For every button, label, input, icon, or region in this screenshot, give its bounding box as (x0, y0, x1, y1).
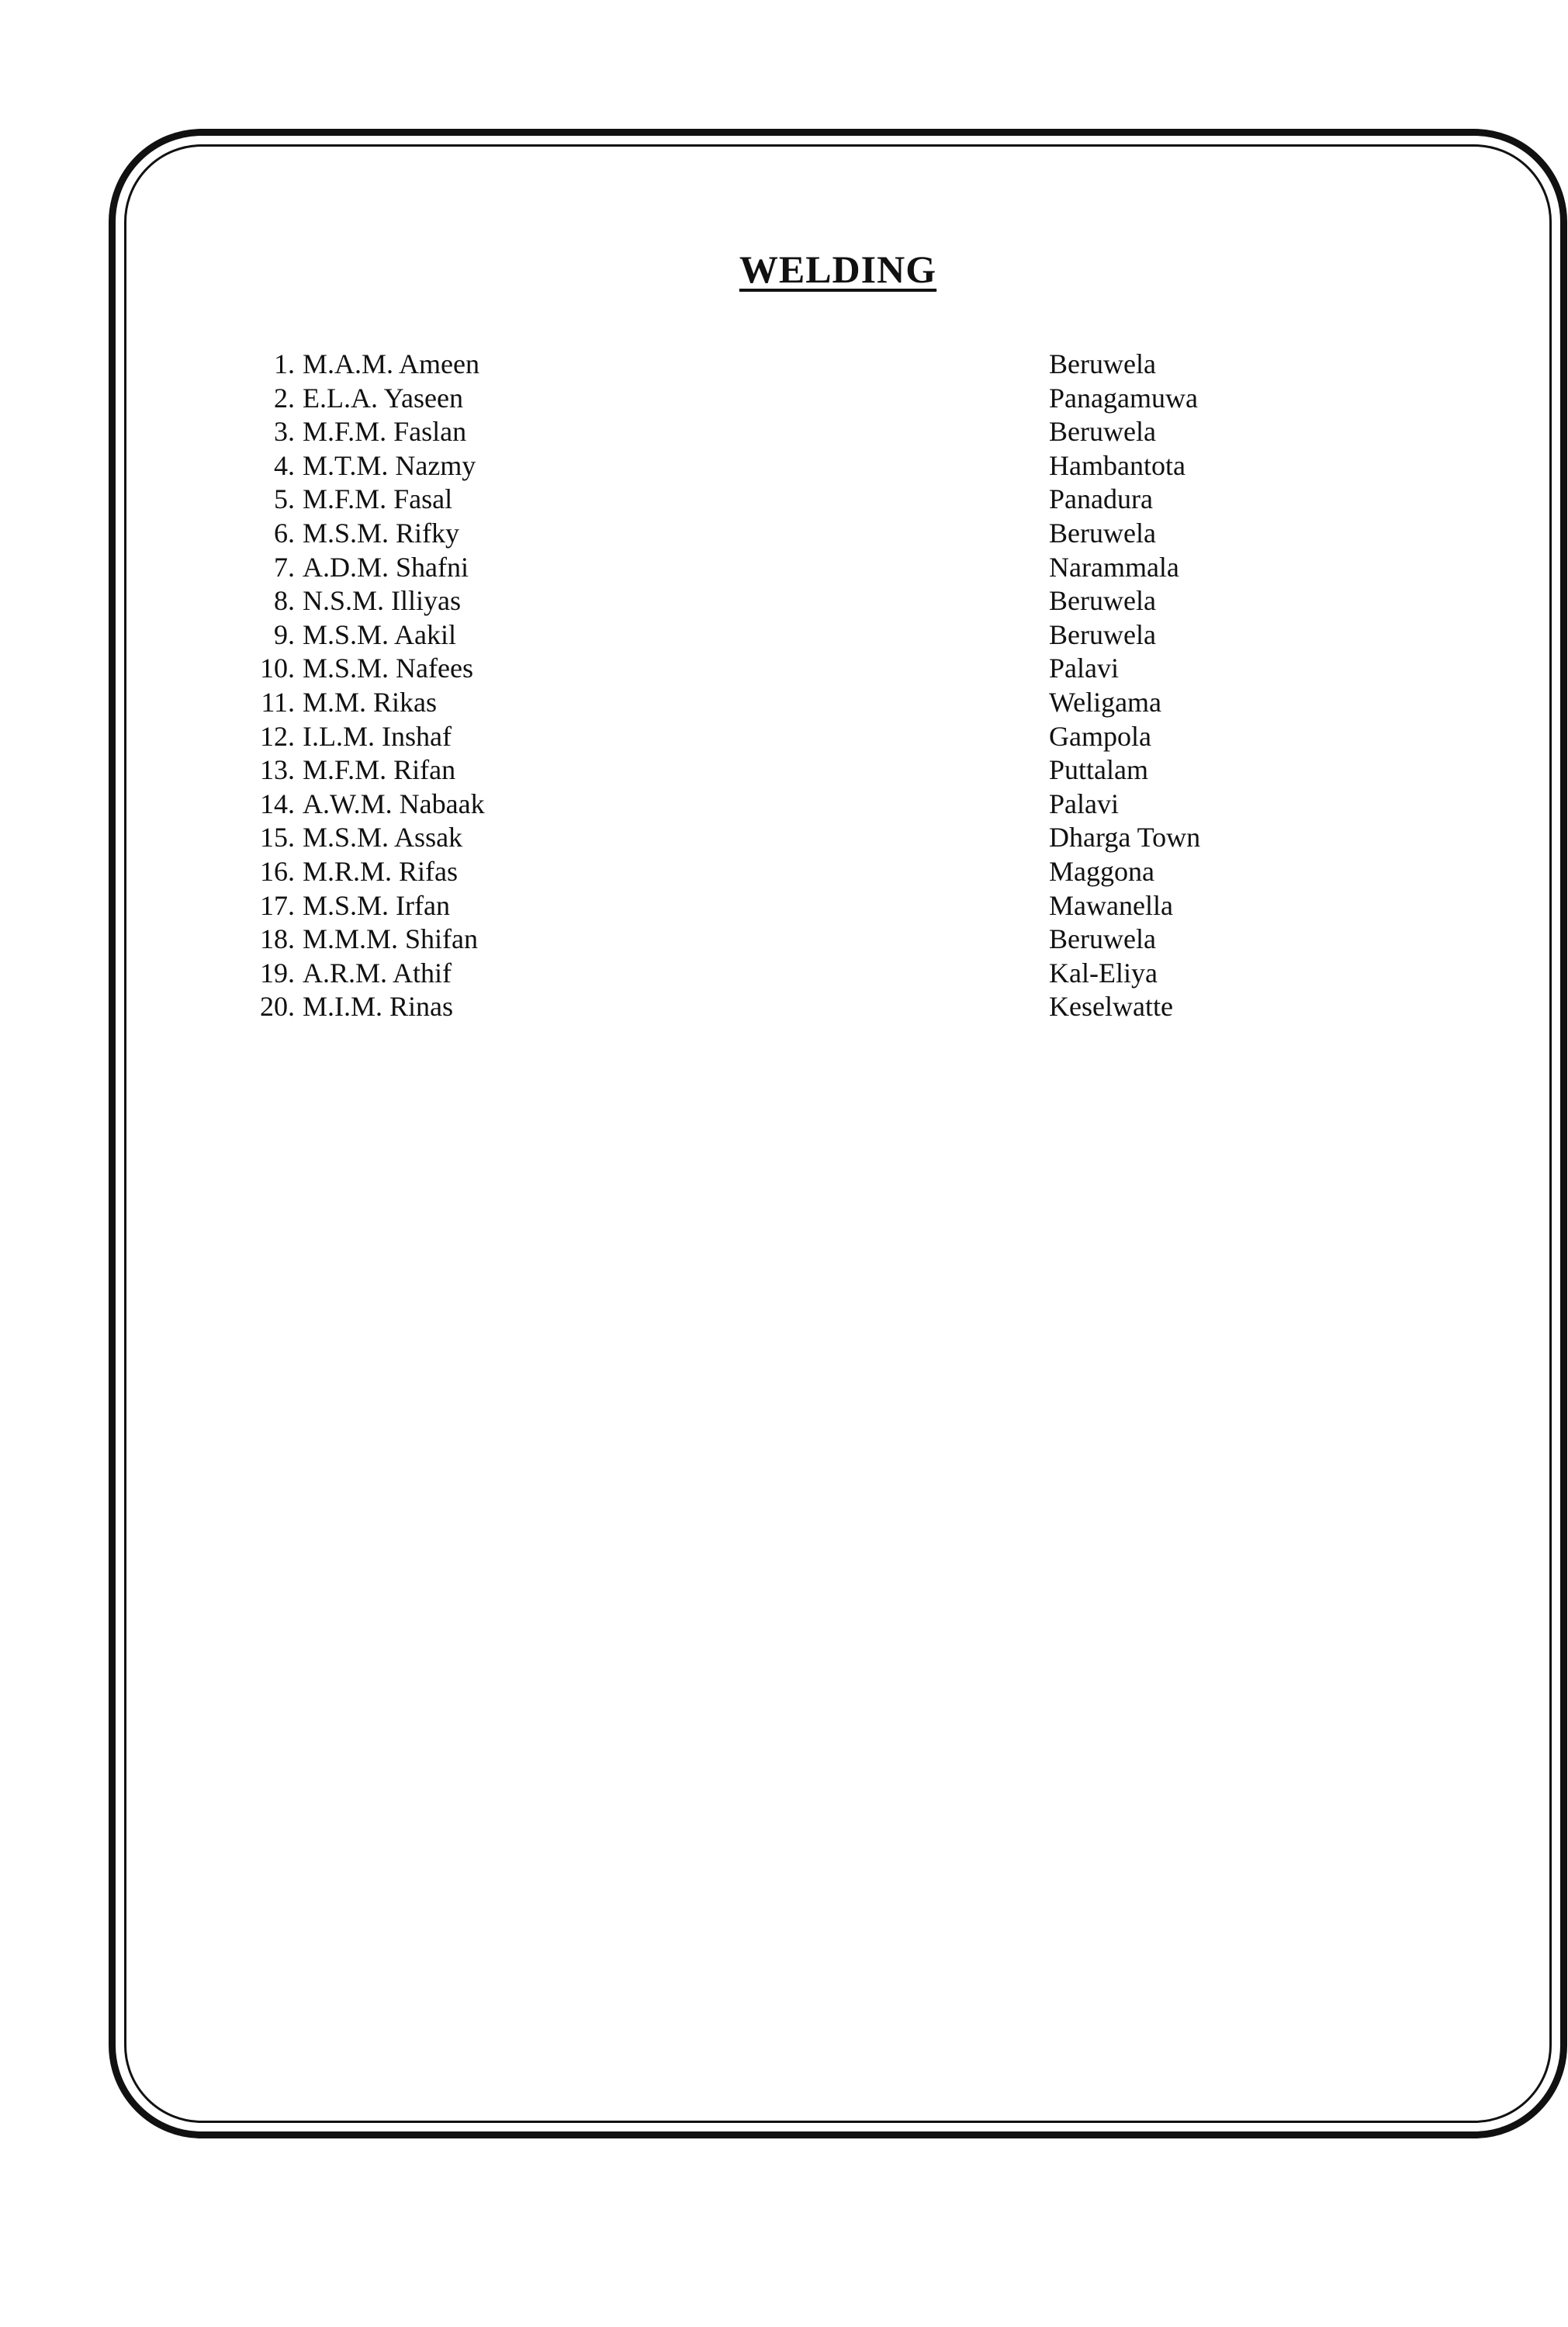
entry-name: E.L.A. Yaseen (303, 382, 463, 414)
entry-number: 12. (260, 720, 295, 752)
entry-name: M.F.M. Fasal (303, 483, 453, 515)
entry-number: 10. (260, 653, 295, 684)
page-title: WELDING (739, 248, 937, 291)
entry-name: M.S.M. Aakil (303, 618, 457, 650)
entry-place: Beruwela (1049, 517, 1156, 549)
entry-number: 6. (274, 517, 295, 549)
entry-name: M.F.M. Rifan (303, 754, 456, 786)
entry-name: M.F.M. Faslan (303, 416, 467, 448)
entry-place: Narammala (1049, 551, 1179, 583)
entry-number: 1. (274, 348, 295, 379)
list-item (233, 957, 1319, 991)
entry-name: M.M. Rikas (303, 686, 438, 718)
entry-name: I.L.M. Inshaf (303, 720, 452, 752)
entry-number: 19. (260, 957, 295, 989)
entry-number: 5. (274, 483, 295, 515)
list-item (233, 517, 1319, 551)
entry-name: M.S.M. Nafees (303, 653, 473, 684)
entry-place: Beruwela (1049, 348, 1156, 379)
entry-number: 9. (274, 618, 295, 650)
list-item (233, 415, 1319, 449)
list-item (233, 348, 1319, 382)
welding-roster-list (233, 348, 1319, 1024)
entry-number: 15. (260, 822, 295, 854)
entry-number: 2. (274, 382, 295, 414)
entry-place: Panadura (1049, 483, 1153, 515)
list-item (233, 990, 1319, 1024)
entry-place: Puttalam (1049, 754, 1148, 786)
list-item (233, 449, 1319, 483)
entry-place: Palavi (1049, 788, 1119, 819)
entry-name: M.R.M. Rifas (303, 855, 459, 887)
list-item (233, 483, 1319, 517)
list-item (233, 923, 1319, 957)
entry-name: M.S.M. Irfan (303, 889, 450, 921)
list-item (233, 788, 1319, 822)
entry-place: Beruwela (1049, 585, 1156, 617)
entry-place: Keselwatte (1049, 991, 1173, 1023)
list-item (233, 618, 1319, 653)
entry-number: 4. (274, 449, 295, 481)
entry-number: 17. (260, 889, 295, 921)
list-item (233, 889, 1319, 923)
entry-number: 13. (260, 754, 295, 786)
entry-number: 8. (274, 585, 295, 617)
entry-number: 3. (274, 416, 295, 448)
entry-name: A.W.M. Nabaak (303, 788, 485, 819)
entry-place: Panagamuwa (1049, 382, 1198, 414)
entry-place: Beruwela (1049, 923, 1156, 955)
entry-name: A.D.M. Shafni (303, 551, 469, 583)
entry-place: Hambantota (1049, 449, 1186, 481)
entry-name: M.S.M. Rifky (303, 517, 460, 549)
list-item (233, 584, 1319, 618)
entry-number: 20. (260, 991, 295, 1023)
list-item (233, 753, 1319, 788)
list-item (233, 821, 1319, 855)
entry-number: 14. (260, 788, 295, 819)
entry-name: M.I.M. Rinas (303, 991, 454, 1023)
entry-number: 16. (260, 855, 295, 887)
entry-place: Maggona (1049, 855, 1154, 887)
list-item (233, 720, 1319, 754)
entry-number: 18. (260, 923, 295, 955)
entry-number: 11. (261, 686, 295, 718)
entry-place: Dharga Town (1049, 822, 1201, 854)
entry-name: M.T.M. Nazmy (303, 449, 476, 481)
list-item (233, 855, 1319, 889)
entry-place: Gampola (1049, 720, 1151, 752)
entry-name: M.M.M. Shifan (303, 923, 479, 955)
list-item (233, 652, 1319, 686)
entry-place: Weligama (1049, 686, 1162, 718)
entry-place: Mawanella (1049, 889, 1173, 921)
entry-name: M.A.M. Ameen (303, 348, 479, 379)
list-item (233, 382, 1319, 416)
entry-place: Beruwela (1049, 618, 1156, 650)
list-item (233, 551, 1319, 585)
entry-name: M.S.M. Assak (303, 822, 463, 854)
entry-place: Beruwela (1049, 416, 1156, 448)
entry-name: A.R.M. Athif (303, 957, 452, 989)
list-item (233, 686, 1319, 720)
entry-number: 7. (274, 551, 295, 583)
entry-name: N.S.M. Illiyas (303, 585, 462, 617)
entry-place: Kal-Eliya (1049, 957, 1158, 989)
entry-place: Palavi (1049, 653, 1119, 684)
